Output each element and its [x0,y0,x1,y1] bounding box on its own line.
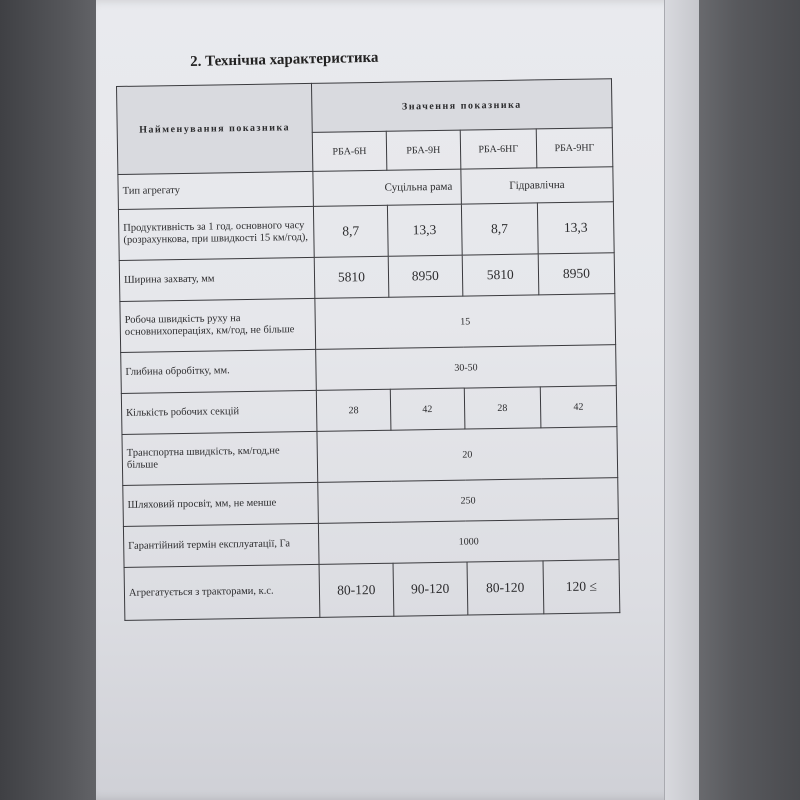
row-label: Агрегатується з тракторами, к.с. [124,564,320,620]
row-label: Шляховий просвіт, мм, не менше [123,482,319,526]
row-label: Транспортна швидкість, км/год,не більше [122,431,318,485]
cell-value: 90-120 [393,562,468,616]
table-row [124,560,620,621]
row-label: Тип агрегату [118,171,314,209]
row-label: Продуктивність за 1 год. основного часу (розрахункова, при швидкості 15 км/год), [118,206,314,260]
cell-value: 20 [317,427,618,483]
spec-table-wrap [116,78,620,621]
model-3: РБА-6НГ [460,129,537,169]
cell-value: 28 [316,389,390,431]
model-2: РБА-9Н [386,130,460,170]
page-edge [664,0,699,800]
table-row [122,427,618,486]
cell-value: 8950 [538,253,615,295]
cell-value: 5810 [462,254,539,296]
model-1: РБА-6Н [312,131,386,171]
table-row [120,294,616,353]
cell-value: 30-50 [316,345,617,391]
row-label: Гарантійний термін експлуатації, Га [123,523,319,567]
cell-value: 13,3 [537,202,614,254]
frame-hydraulic: Гідравлічна [461,167,614,204]
background-left [0,0,96,800]
frame-solid: Суцільна рама [313,169,461,206]
cell-value: 28 [464,387,541,429]
header-row [117,79,613,136]
cell-value: 120 ≤ [543,560,620,614]
row-label: Глибина обробітку, мм. [121,349,317,393]
header-values: Значення показника [311,79,612,133]
row-label: Робоча швидкість руху на основнихопераціях, км/год, не більше [120,298,316,352]
cell-value: 250 [318,478,619,524]
cell-value: 15 [315,294,616,350]
cell-value: 8,7 [313,205,388,257]
spec-table [116,78,620,621]
cell-value: 42 [390,388,464,430]
cell-value: 8,7 [461,203,538,255]
cell-value: 42 [540,386,617,428]
cell-value: 1000 [318,519,619,565]
cell-value: 80-120 [319,563,394,617]
row-label: Кількість робочих секцій [121,390,317,434]
table-row [118,202,614,261]
header-param: Найменування показника [117,83,313,174]
section-title: 2. Технічна характеристика [190,49,379,70]
cell-value: 8950 [388,255,462,297]
cell-value: 13,3 [387,204,462,256]
cell-value: 5810 [314,256,388,298]
background-right [694,0,800,800]
cell-value: 80-120 [467,561,544,615]
model-4: РБА-9НГ [536,128,613,168]
row-label: Ширина захвату, мм [119,257,315,301]
